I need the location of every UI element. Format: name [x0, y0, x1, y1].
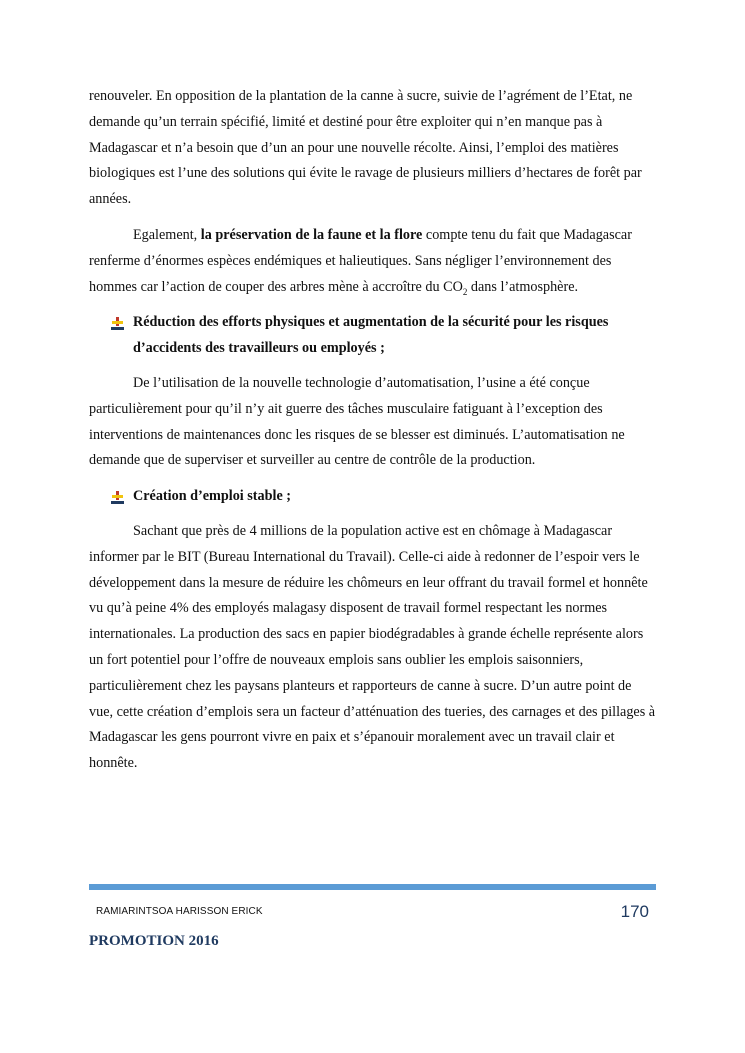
- footer-author: RAMIARINTSOA HARISSON ERICK: [96, 906, 263, 917]
- paragraph-1: renouveler. En opposition de la plantation de la canne à sucre, suivie de l’agrément de l’Etat, ne demande qu’un terrain spécifié, limité et destiné pour être exploiter qui n’en manque pas à Madagascar et n’a besoin que d’un an pour une nouvelle récolte. Ainsi, l’emploi des matières biologiques est l’une des solutions qui évite le ravage de plusieurs milliers d’hectares de forêt par années.: [89, 88, 642, 208]
- footer-divider: [89, 884, 656, 890]
- paragraph-2: [89, 223, 659, 300]
- paragraph-2-start: Egalement,: [133, 226, 201, 243]
- paragraph-2-end: dans l’atmosphère.: [467, 278, 579, 295]
- footer-promotion: PROMOTION 2016: [89, 933, 219, 949]
- bullet-item-safety: [89, 310, 659, 362]
- paragraph-2-middle: compte tenu du fait que Madagascar renferme d’énormes espèces endémiques et halieutiques. Sans négliger l’environnement des hommes car l’action de couper des arbres mène à accroître du CO: [89, 226, 632, 295]
- bullet-item-employment: [89, 484, 659, 510]
- plus-arrow-bullet-icon: [111, 491, 124, 504]
- plus-arrow-bullet-icon: [111, 317, 124, 330]
- bullet-text-safety: Réduction des efforts physiques et augmentation de la sécurité pour les risques d’accidents des travailleurs ou employés ;: [133, 314, 609, 357]
- document-body: [89, 84, 659, 787]
- bullet-text-employment: Création d’emploi stable ;: [133, 488, 292, 505]
- paragraph-2-emphasis: la préservation de la faune et la flore: [200, 226, 423, 243]
- paragraph-3: De l’utilisation de la nouvelle technologie d’automatisation, l’usine a été conçue particulièrement pour qu’il n’y ait guerre des tâches musculaire fatiguant à l’exception des interventions de maintenances donc les risques de se blesser est diminués. L’automatisation ne demande que de superviser et surveiller au centre de contrôle de la production.: [89, 374, 625, 469]
- page-number: 170: [620, 902, 649, 921]
- co2-subscript: 2: [462, 286, 468, 297]
- paragraph-4: Sachant que près de 4 millions de la population active est en chômage à Madagascar informer par le BIT (Bureau International du Travail). Celle-ci aide à redonner de l’espoir vers le développement dans la mesure de réduire les chômeurs en leur offrant du travail formel et honnête vu qu’à peine 4% des employés malagasy disposent de travail formel respectant les normes internationales. La production des sacs en papier biodégradables à grande échelle représente alors un fort potentiel pour l’offre de nouveaux emplois sans oublier les emplois saisonniers, particulièrement chez les paysans planteurs et rapporteurs de canne à sucre. D’un autre point de vue, cette création d’emplois sera un facteur d’atténuation des tueries, des carnages et des pillages à Madagascar les gens pourront vivre en paix et s’épanouir moralement avec un travail clair et honnête.: [89, 522, 656, 772]
